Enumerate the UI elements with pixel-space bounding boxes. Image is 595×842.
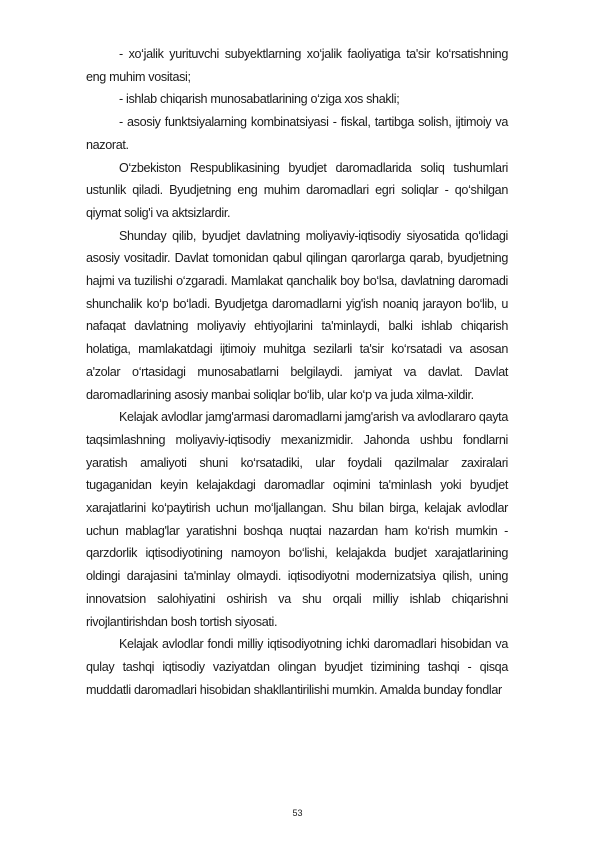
paragraph-7: Kelajak avlodlar fondi milliy iqtisodiyotning ichki daromadlari hisobidan va qulay tashqi iqtisodiy vaziyatdan olingan byudjet tizimining tashqi - qisqa muddatli daromadlari hisobidan shakllantirilishi mumkin. Amalda bunday fondlar [86, 637, 508, 697]
body-text [86, 43, 508, 701]
paragraph-2: - ishlab chiqarish munosabatlarining o‘ziga xos shakli; [119, 92, 400, 107]
paragraph-1: - xo‘jalik yurituvchi subyektlarning xo‘jalik faoliyatiga ta'sir ko‘rsatishning eng muhim vositasi; [86, 47, 508, 84]
paragraph-5: Shunday qilib, byudjet davlatning moliyaviy-iqtisodiy siyosatida qo‘lidagi asosiy vositadir. Davlat tomonidan qabul qilingan qarorlarga qarab, byudjetning hajmi va tuzilishi o‘zgaradi. Mamlakat qanchalik boy bo‘lsa, davlatning daromadi shunchalik ko‘p bo‘ladi. Byudjetga daromadlarni yig'ish noaniq jarayon bo‘lib, u nafaqat davlatning moliyaviy ehtiyojlarini ta'minlaydi, balki ishlab chiqarish holatiga, mamlakatdagi ijtimoiy muhitga sezilarli ta'sir ko‘rsatadi va asosan a'zolar o‘rtasidagi munosabatlarni belgilaydi. jamiyat va davlat. Davlat daromadlarining asosiy manbai soliqlar bo‘lib, ular ko‘p va juda xilma-xildir. [86, 228, 508, 402]
paragraph-4: O‘zbekiston Respublikasining byudjet daromadlarida soliq tushumlari ustunlik qiladi. Byudjetning eng muhim daromadlari egri soliqlar - qo‘shilgan qiymat solig'i va aktsizlardir. [86, 160, 508, 220]
paragraph-6: Kelajak avlodlar jamg'armasi daromadlarni jamg'arish va avlodlararo qayta taqsimlashning moliyaviy-iqtisodiy mexanizmidir. Jahonda ushbu fondlarni yaratish amaliyoti shuni ko‘rsatadiki, ular foydali qazilmalar zaxiralari tugaganidan keyin kelajakdagi daromadlar oqimini ta'minlash yoki byudjet xarajatlarini ko‘paytirish uchun mo‘ljallangan. Shu bilan birga, kelajak avlodlar uchun mablag'lar yaratishni boshqa nuqtai nazardan ham ko‘rish mumkin - qarzdorlik iqtisodiyotining namoyon bo‘lishi, kelajakda budjet xarajatlarining oldingi darajasini ta'minlay olmaydi. iqtisodiyotni modernizatsiya qilish, uning innovatsion salohiyatini oshirish va shu orqali milliy ishlab chiqarishni rivojlantirishdan bosh tortish siyosati. [86, 410, 508, 629]
page-number: 53 [292, 808, 303, 818]
paragraph-3: - asosiy funktsiyalarning kombinatsiyasi - fiskal, tartibga solish, ijtimoiy va nazorat. [86, 115, 508, 152]
